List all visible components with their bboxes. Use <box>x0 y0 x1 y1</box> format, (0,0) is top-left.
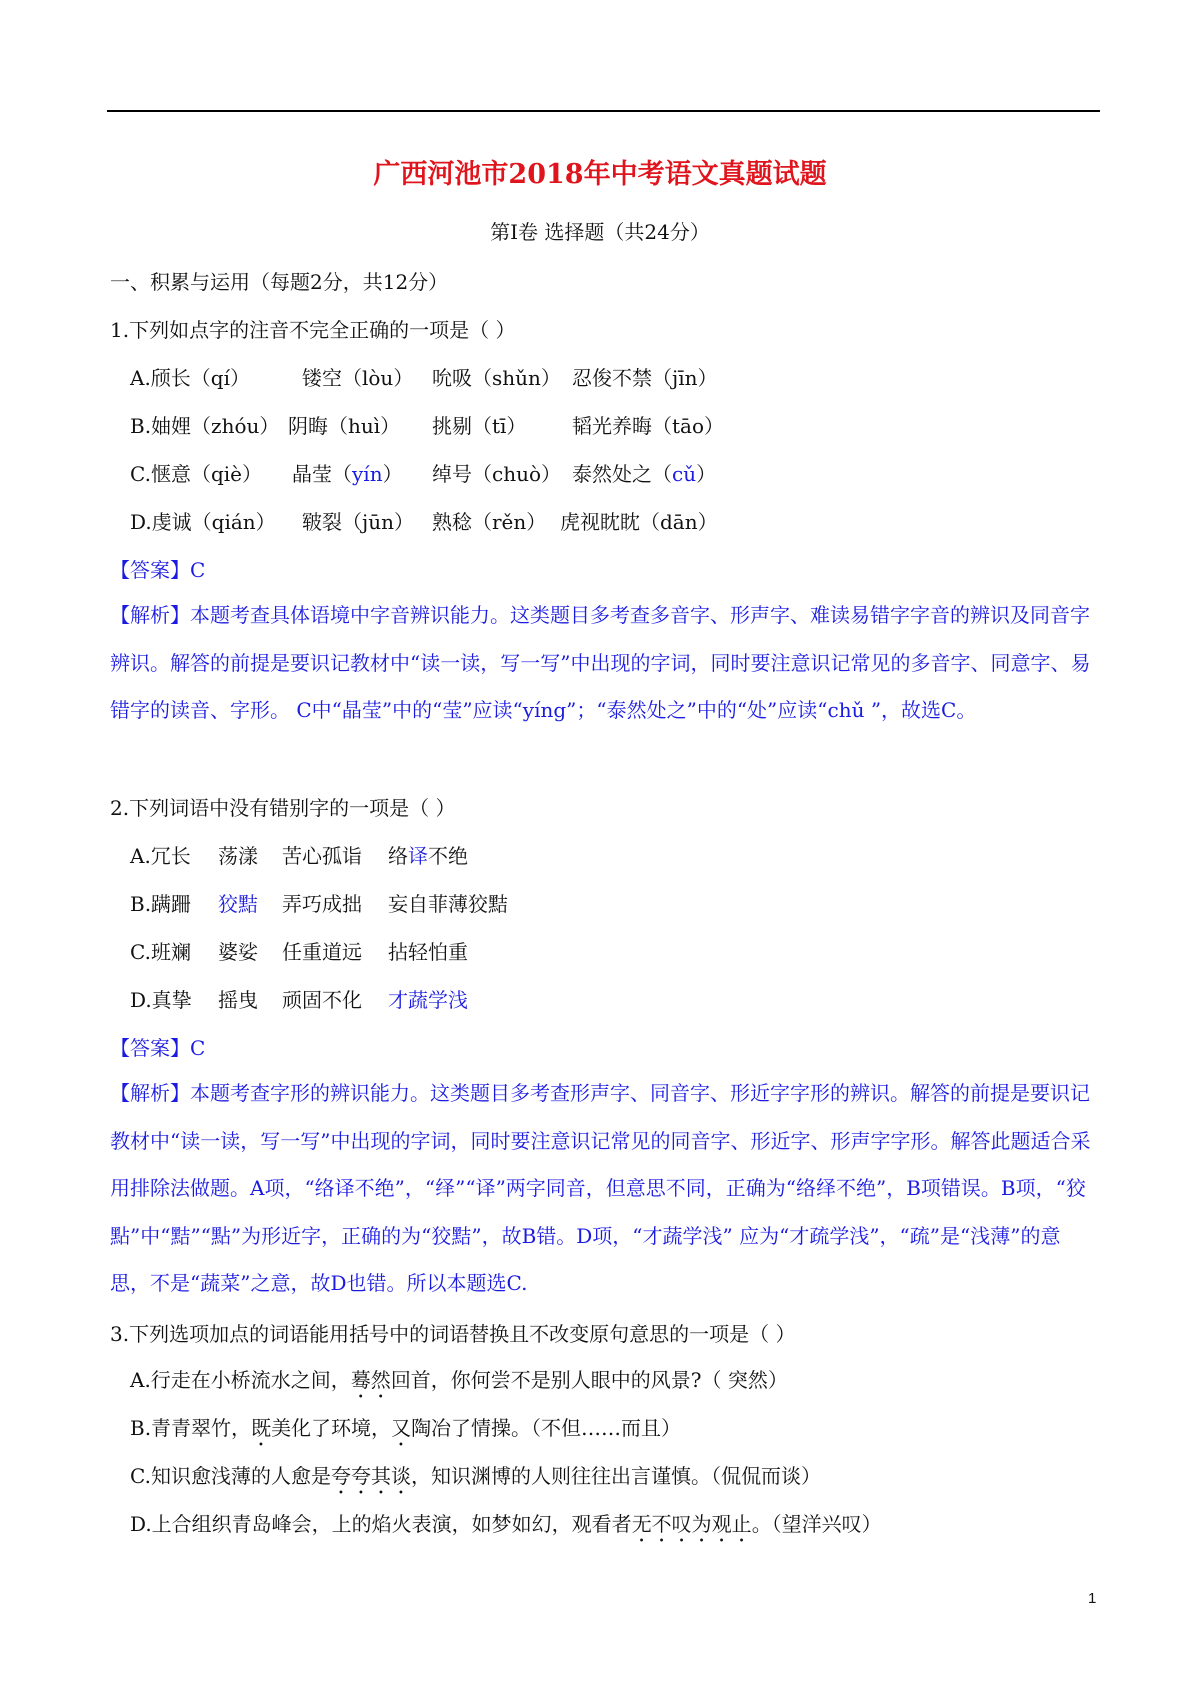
option-term: 绰号（chuò） <box>432 462 562 486</box>
question-3-option-b: B.青青翠竹，既美化了环境，又陶冶了情操。（不但……而且） <box>130 1416 682 1440</box>
option-term: 韬光养晦（tāo） <box>572 414 725 438</box>
option-term: A.冗长 <box>130 844 191 868</box>
option-term: 苦心孤诣 <box>282 844 362 868</box>
question-3-stem: 3.下列选项加点的词语能用括号中的词语替换且不改变原句意思的一项是（ ） <box>110 1322 796 1346</box>
option-term: 才蔬学浅 <box>388 988 468 1012</box>
option-term: 狡黠 <box>218 892 258 916</box>
question-1-analysis: 【解析】本题考查具体语境中字音辨识能力。这类题目多考查多音字、形声字、难读易错字字音的辨识及同音字辨识。解答的前提是要识记教材中“读一读，写一写”中出现的字词，同时要注意识记常见的多音字、同意字、易错字的读音、字形。 C中“晶莹”中的“莹”应读“yíng”；“泰然处之”中的“处”应读“chǔ ”，故选C。 <box>110 603 1091 723</box>
question-1-stem: 1.下列如点字的注音不完全正确的一项是（ ） <box>110 318 516 342</box>
question-2-option-a <box>130 840 468 869</box>
header-rule <box>107 110 1100 112</box>
emphasized-term: 又 <box>391 1416 412 1440</box>
option-term: 吮吸（shǔn） <box>432 366 561 390</box>
option-term: 熟稔（rěn） <box>432 510 547 534</box>
question-1-option-d <box>130 506 718 535</box>
emphasized-term: 既 <box>251 1416 272 1440</box>
option-term: 络译不绝 <box>388 844 468 868</box>
option-term: 挑剔（tī） <box>432 414 527 438</box>
question-1-option-b <box>130 410 724 439</box>
option-term: C.班斓 <box>130 940 191 964</box>
question-2-option-d <box>130 984 468 1013</box>
question-2-stem: 2.下列词语中没有错别字的一项是（ ） <box>110 796 456 820</box>
page-title: 广西河池市2018年中考语文真题试题 <box>373 159 827 190</box>
question-3-option-d: D.上合组织青岛峰会，上的焰火表演，如梦如幻，观看者无不叹为观止。（望洋兴叹） <box>130 1512 882 1536</box>
page-number: 1 <box>1088 1590 1097 1607</box>
option-term: 泰然处之（cǔ） <box>572 462 717 486</box>
option-term: D.真挚 <box>130 988 192 1012</box>
option-term: 虎视眈眈（dān） <box>560 510 718 534</box>
page-subtitle: 第Ⅰ卷 选择题（共24分） <box>490 220 710 244</box>
question-2-analysis: 【解析】本题考查字形的辨识能力。这类题目多考查形声字、同音字、形近字字形的辨识。解答的前提是要识记教材中“读一读，写一写”中出现的字词，同时要注意识记常见的同音字、形近字、形声字字形。解答此题适合采用排除法做题。A项，“络译不绝”，“绎”“译”两字同音，但意思不同，正确为“络绎不绝”，B项错误。B项，“狡點”中“黠”“點”为形近字，正确的为“狡黠”，故B错。D项，“才蔬学浅” 应为“才疏学浅”，“疏”是“浅薄”的意思，不是“蔬菜”之意，故D也错。所以本题选C. <box>110 1081 1091 1296</box>
option-term: 阴晦（huì） <box>288 414 401 438</box>
option-term: C.惬意（qiè） <box>130 462 262 486</box>
option-term: A.颀长（qí） <box>130 366 250 390</box>
option-term: 忍俊不禁（jīn） <box>572 366 718 390</box>
question-1-answer: 【答案】C <box>110 558 206 582</box>
emphasized-term: 蓦然 <box>350 1368 391 1392</box>
option-term: 晶莹（yín） <box>292 462 403 486</box>
option-term: 弄巧成拙 <box>282 892 362 916</box>
option-term: 皲裂（jūn） <box>302 510 414 534</box>
option-term: 妄自菲薄狡黠 <box>388 892 508 916</box>
emphasized-term: 夸夸其谈 <box>330 1464 411 1488</box>
question-1-option-a <box>130 362 717 391</box>
option-term: 顽固不化 <box>282 988 362 1012</box>
option-term: B.蹒跚 <box>130 892 192 916</box>
option-term: 任重道远 <box>282 940 362 964</box>
section-heading: 一、积累与运用（每题2分，共12分） <box>110 270 449 294</box>
question-3-option-a: A.行走在小桥流水之间，蓦然回首，你何尝不是别人眼中的风景?（ 突然） <box>130 1368 788 1392</box>
question-2-answer: 【答案】C <box>110 1036 206 1060</box>
question-1-option-c <box>130 458 716 487</box>
option-term: 摇曳 <box>218 988 258 1012</box>
option-term: D.虔诚（qián） <box>130 510 276 534</box>
question-2-option-c <box>130 936 468 965</box>
option-term: B.妯娌（zhóu） <box>130 414 280 438</box>
option-term: 镂空（lòu） <box>302 366 414 390</box>
question-3-option-c: C.知识愈浅薄的人愈是夸夸其谈，知识渊博的人则往往出言谨慎。（侃侃而谈） <box>130 1464 821 1488</box>
option-term: 婆娑 <box>218 940 258 964</box>
option-term: 荡漾 <box>218 844 258 868</box>
question-2-option-b <box>130 888 508 917</box>
option-term: 拈轻怕重 <box>388 940 468 964</box>
emphasized-term: 无不叹为观止 <box>631 1512 752 1536</box>
